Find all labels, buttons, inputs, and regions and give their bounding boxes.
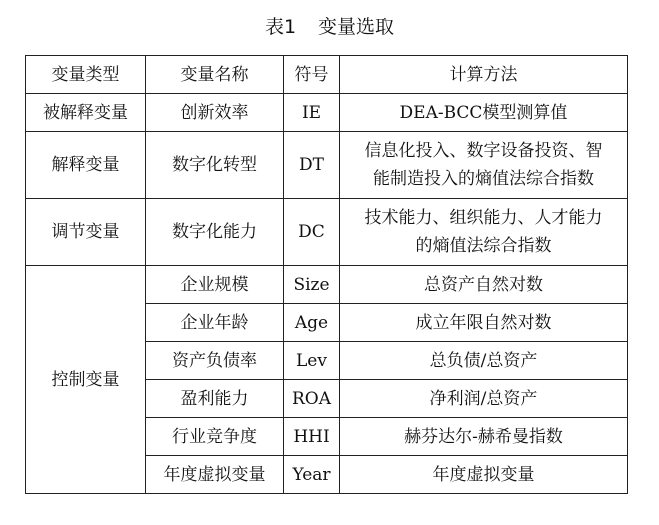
method-cell: 成立年限自然对数 [340, 304, 628, 342]
var-type-cell: 控制变量 [26, 266, 146, 494]
var-name-cell: 资产负债率 [146, 342, 284, 380]
var-type-cell: 调节变量 [26, 199, 146, 266]
method-cell: 总资产自然对数 [340, 266, 628, 304]
method-cell [340, 132, 628, 199]
method-cell: DEA-BCC模型测算值 [340, 94, 628, 132]
header-var-name: 变量名称 [146, 56, 284, 94]
header-var-type: 变量类型 [26, 56, 146, 94]
table-number: 表1 [264, 16, 297, 38]
method-line: 能制造投入的熵值法综合指数 [373, 169, 594, 189]
header-method: 计算方法 [340, 56, 628, 94]
table-header-row [26, 56, 628, 94]
method-line: 信息化投入、数字设备投资、智 [364, 141, 603, 161]
var-type-cell: 解释变量 [26, 132, 146, 199]
symbol-cell: Age [284, 304, 340, 342]
method-cell: 赫芬达尔-赫希曼指数 [340, 418, 628, 456]
var-name-cell: 数字化转型 [146, 132, 284, 199]
symbol-cell: Year [284, 456, 340, 494]
var-name-cell: 行业竞争度 [146, 418, 284, 456]
method-cell [340, 199, 628, 266]
table-row [26, 94, 628, 132]
method-cell: 年度虚拟变量 [340, 456, 628, 494]
symbol-cell: DT [284, 132, 340, 199]
symbol-cell: Lev [284, 342, 340, 380]
symbol-cell: ROA [284, 380, 340, 418]
var-name-cell: 盈利能力 [146, 380, 284, 418]
table-row [26, 266, 628, 304]
var-name-cell: 企业规模 [146, 266, 284, 304]
header-symbol: 符号 [284, 56, 340, 94]
symbol-cell: Size [284, 266, 340, 304]
symbol-cell: DC [284, 199, 340, 266]
method-cell: 净利润/总资产 [340, 380, 628, 418]
var-name-cell: 创新效率 [146, 94, 284, 132]
symbol-cell: HHI [284, 418, 340, 456]
method-line: 技术能力、组织能力、人才能力 [364, 208, 603, 228]
table-row [26, 132, 628, 199]
table-caption [0, 12, 659, 39]
var-name-cell: 企业年龄 [146, 304, 284, 342]
variable-table [25, 55, 628, 494]
var-name-cell: 数字化能力 [146, 199, 284, 266]
method-cell: 总负债/总资产 [340, 342, 628, 380]
method-line: 的熵值法综合指数 [415, 236, 552, 256]
var-type-cell: 被解释变量 [26, 94, 146, 132]
table-row [26, 199, 628, 266]
table-title: 变量选取 [318, 16, 395, 38]
symbol-cell: IE [284, 94, 340, 132]
var-name-cell: 年度虚拟变量 [146, 456, 284, 494]
